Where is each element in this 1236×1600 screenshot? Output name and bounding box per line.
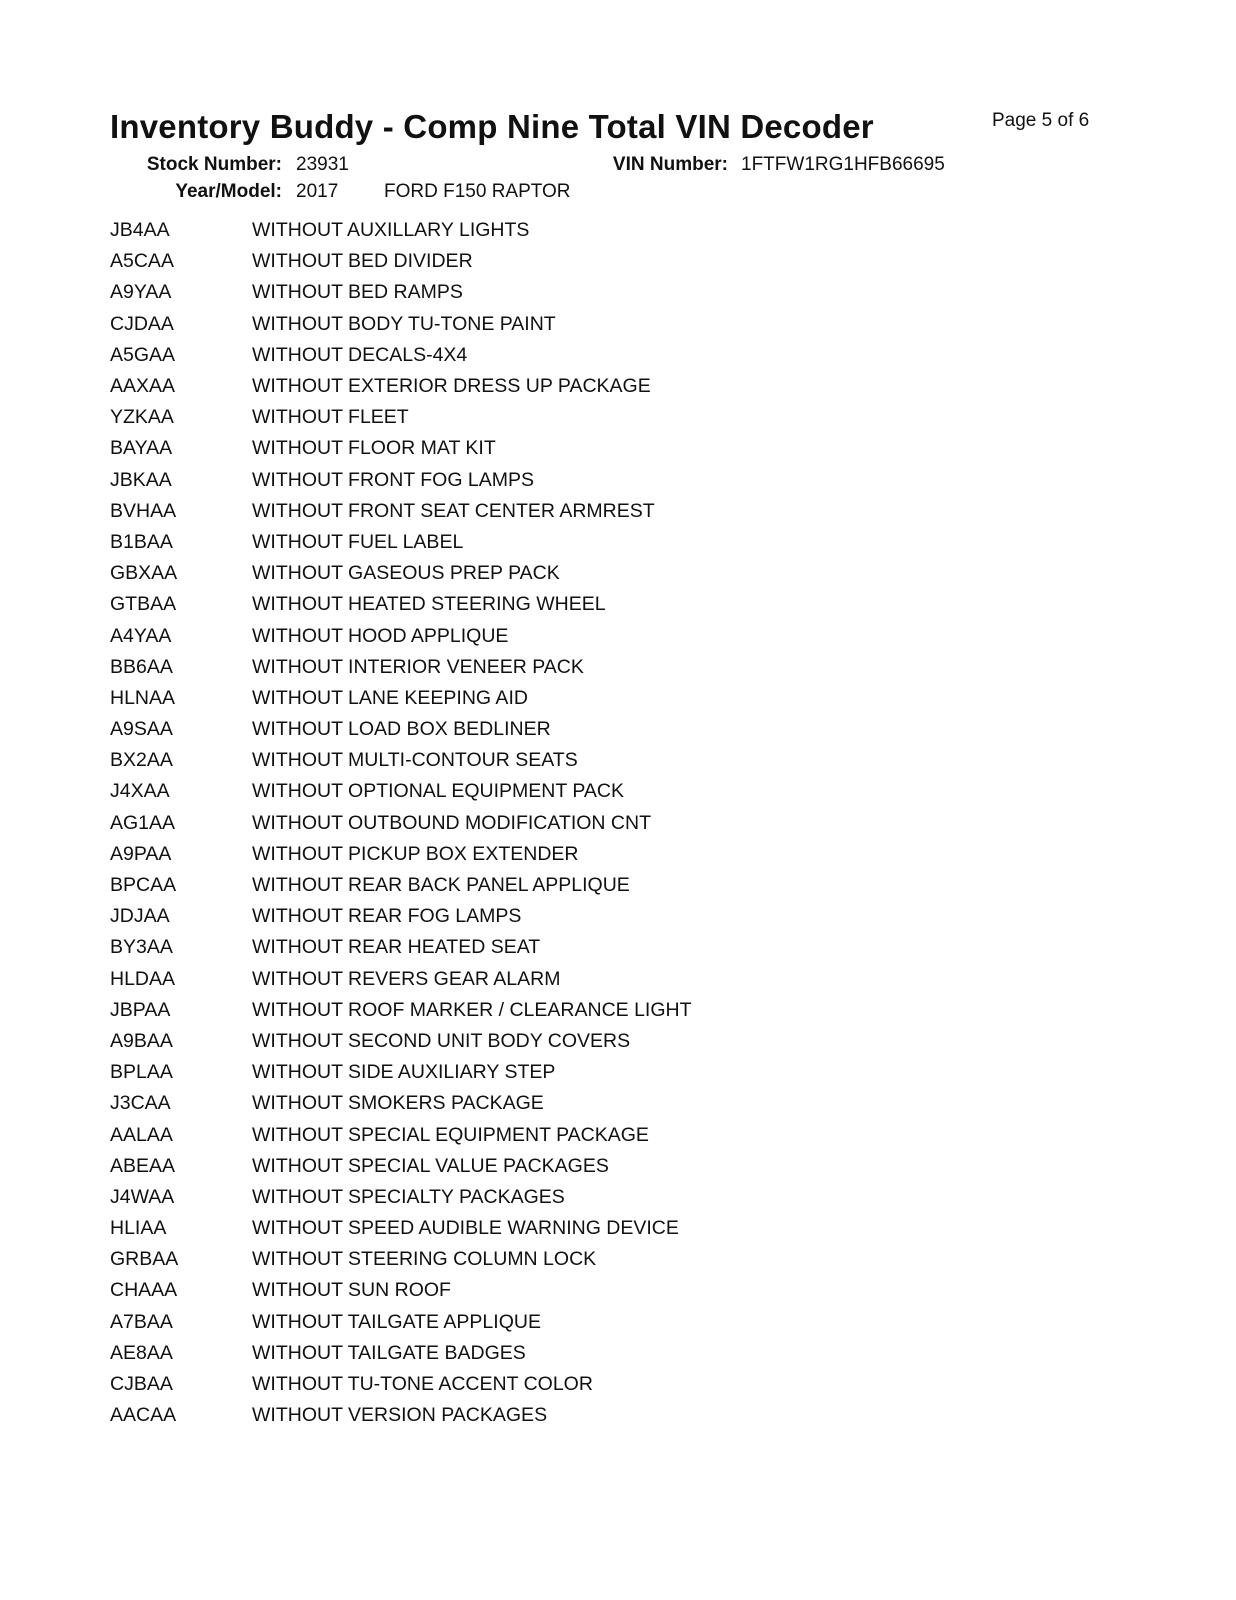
option-description: WITHOUT MULTI-CONTOUR SEATS xyxy=(252,749,578,772)
option-row xyxy=(110,901,1010,932)
option-code: A7BAA xyxy=(110,1310,173,1333)
option-code: J4WAA xyxy=(110,1185,175,1208)
option-code: BPLAA xyxy=(110,1061,173,1084)
option-row xyxy=(110,714,1010,745)
option-description: WITHOUT OPTIONAL EQUIPMENT PACK xyxy=(252,780,624,803)
option-code: BVHAA xyxy=(110,499,177,522)
option-row xyxy=(110,558,1010,589)
option-description: WITHOUT BED RAMPS xyxy=(252,281,463,304)
option-code: CJBAA xyxy=(110,1373,173,1396)
option-row xyxy=(110,776,1010,807)
option-description: WITHOUT TAILGATE APPLIQUE xyxy=(252,1310,541,1333)
option-row xyxy=(110,808,1010,839)
option-description: WITHOUT SMOKERS PACKAGE xyxy=(252,1092,544,1115)
option-code: HLDAA xyxy=(110,967,176,990)
option-code: J4XAA xyxy=(110,780,170,803)
page-title: Inventory Buddy - Comp Nine Total VIN Decoder xyxy=(110,108,874,145)
option-row xyxy=(110,1151,1010,1182)
option-description: WITHOUT PICKUP BOX EXTENDER xyxy=(252,842,579,865)
year-model-label: Year/Model: xyxy=(175,181,282,202)
option-description: WITHOUT ROOF MARKER / CLEARANCE LIGHT xyxy=(252,998,692,1021)
option-description: WITHOUT HEATED STEERING WHEEL xyxy=(252,593,606,616)
option-code: A4YAA xyxy=(110,624,172,647)
option-code: JBKAA xyxy=(110,468,172,491)
option-description: WITHOUT OUTBOUND MODIFICATION CNT xyxy=(252,811,651,834)
option-row xyxy=(110,1057,1010,1088)
option-row xyxy=(110,964,1010,995)
option-row xyxy=(110,1369,1010,1400)
option-code: AAXAA xyxy=(110,375,176,398)
option-description: WITHOUT BODY TU-TONE PAINT xyxy=(252,312,556,335)
option-description: WITHOUT FRONT SEAT CENTER ARMREST xyxy=(252,499,655,522)
stock-number-label: Stock Number: xyxy=(146,154,282,175)
option-row xyxy=(110,1213,1010,1244)
option-row xyxy=(110,402,1010,433)
option-code: AACAA xyxy=(110,1404,177,1427)
option-code: A5GAA xyxy=(110,343,176,366)
option-description: WITHOUT SUN ROOF xyxy=(252,1279,451,1302)
option-code: HLNAA xyxy=(110,686,176,709)
option-row xyxy=(110,1338,1010,1369)
option-row xyxy=(110,652,1010,683)
option-code: AALAA xyxy=(110,1123,173,1146)
option-row xyxy=(110,1026,1010,1057)
option-row xyxy=(110,1307,1010,1338)
option-code: YZKAA xyxy=(110,406,174,429)
option-description: WITHOUT AUXILLARY LIGHTS xyxy=(252,219,530,242)
option-code: AE8AA xyxy=(110,1341,173,1364)
option-code: CJDAA xyxy=(110,312,174,335)
option-row xyxy=(110,433,1010,464)
year-value: 2017 xyxy=(296,181,339,202)
option-row xyxy=(110,683,1010,714)
option-description: WITHOUT REAR FOG LAMPS xyxy=(252,905,522,928)
option-description: WITHOUT FRONT FOG LAMPS xyxy=(252,468,535,491)
option-description: WITHOUT DECALS-4X4 xyxy=(252,343,468,366)
option-description: WITHOUT SPEED AUDIBLE WARNING DEVICE xyxy=(252,1217,679,1240)
option-code: BPCAA xyxy=(110,874,177,897)
option-code: BX2AA xyxy=(110,749,173,772)
option-description: WITHOUT HOOD APPLIQUE xyxy=(252,624,509,647)
option-description: WITHOUT INTERIOR VENEER PACK xyxy=(252,655,584,678)
option-code: GRBAA xyxy=(110,1248,179,1271)
option-code: B1BAA xyxy=(110,530,173,553)
option-row xyxy=(110,340,1010,371)
option-row xyxy=(110,1119,1010,1150)
option-row xyxy=(110,371,1010,402)
option-code: ABEAA xyxy=(110,1154,176,1177)
option-code: GTBAA xyxy=(110,593,177,616)
option-description: WITHOUT EXTERIOR DRESS UP PACKAGE xyxy=(252,375,651,398)
option-description: WITHOUT SPECIAL EQUIPMENT PACKAGE xyxy=(252,1123,649,1146)
option-code: J3CAA xyxy=(110,1092,171,1115)
option-row xyxy=(110,995,1010,1026)
option-code: A9PAA xyxy=(110,842,172,865)
option-code: BY3AA xyxy=(110,936,173,959)
option-row xyxy=(110,870,1010,901)
page-number: Page 5 of 6 xyxy=(992,110,1090,131)
option-row xyxy=(110,246,1010,277)
option-description: WITHOUT STEERING COLUMN LOCK xyxy=(252,1248,597,1271)
option-description: WITHOUT FLEET xyxy=(252,406,409,429)
option-code: BB6AA xyxy=(110,655,173,678)
option-code: HLIAA xyxy=(110,1217,167,1240)
option-description: WITHOUT SIDE AUXILIARY STEP xyxy=(252,1061,556,1084)
option-description: WITHOUT TU-TONE ACCENT COLOR xyxy=(252,1373,593,1396)
option-description: WITHOUT LOAD BOX BEDLINER xyxy=(252,718,551,741)
option-code: JDJAA xyxy=(110,905,170,928)
option-description: WITHOUT FUEL LABEL xyxy=(252,530,464,553)
stock-number-value: 23931 xyxy=(296,154,349,175)
option-code: A5CAA xyxy=(110,250,174,273)
option-row xyxy=(110,1275,1010,1306)
option-description: WITHOUT VERSION PACKAGES xyxy=(252,1404,548,1427)
option-code: JB4AA xyxy=(110,219,170,242)
option-description: WITHOUT GASEOUS PREP PACK xyxy=(252,562,560,585)
option-description: WITHOUT REAR BACK PANEL APPLIQUE xyxy=(252,874,630,897)
option-row xyxy=(110,1400,1010,1431)
option-code-list xyxy=(110,215,1010,1431)
option-row xyxy=(110,277,1010,308)
option-code: A9YAA xyxy=(110,281,172,304)
option-description: WITHOUT FLOOR MAT KIT xyxy=(252,437,496,460)
option-description: WITHOUT BED DIVIDER xyxy=(252,250,473,273)
option-row xyxy=(110,527,1010,558)
option-description: WITHOUT SPECIALTY PACKAGES xyxy=(252,1185,565,1208)
option-description: WITHOUT REAR HEATED SEAT xyxy=(252,936,541,959)
vin-number-value: 1FTFW1RG1HFB66695 xyxy=(741,154,945,175)
option-code: BAYAA xyxy=(110,437,173,460)
option-row xyxy=(110,932,1010,963)
option-description: WITHOUT REVERS GEAR ALARM xyxy=(252,967,561,990)
option-description: WITHOUT TAILGATE BADGES xyxy=(252,1341,526,1364)
option-code: A9BAA xyxy=(110,1029,173,1052)
option-description: WITHOUT SECOND UNIT BODY COVERS xyxy=(252,1029,631,1052)
vin-number-label: VIN Number: xyxy=(612,154,728,175)
option-row xyxy=(110,215,1010,246)
option-description: WITHOUT LANE KEEPING AID xyxy=(252,686,528,709)
option-row xyxy=(110,1088,1010,1119)
option-code: CHAAA xyxy=(110,1279,178,1302)
option-code: GBXAA xyxy=(110,562,178,585)
option-row xyxy=(110,309,1010,340)
option-code: AG1AA xyxy=(110,811,176,834)
option-row xyxy=(110,745,1010,776)
option-row xyxy=(110,589,1010,620)
option-row xyxy=(110,465,1010,496)
option-row xyxy=(110,1244,1010,1275)
option-description: WITHOUT SPECIAL VALUE PACKAGES xyxy=(252,1154,609,1177)
option-row xyxy=(110,620,1010,651)
option-code: JBPAA xyxy=(110,998,171,1021)
option-code: A9SAA xyxy=(110,718,173,741)
option-row xyxy=(110,1182,1010,1213)
model-value: FORD F150 RAPTOR xyxy=(384,181,571,202)
option-row xyxy=(110,496,1010,527)
option-row xyxy=(110,839,1010,870)
